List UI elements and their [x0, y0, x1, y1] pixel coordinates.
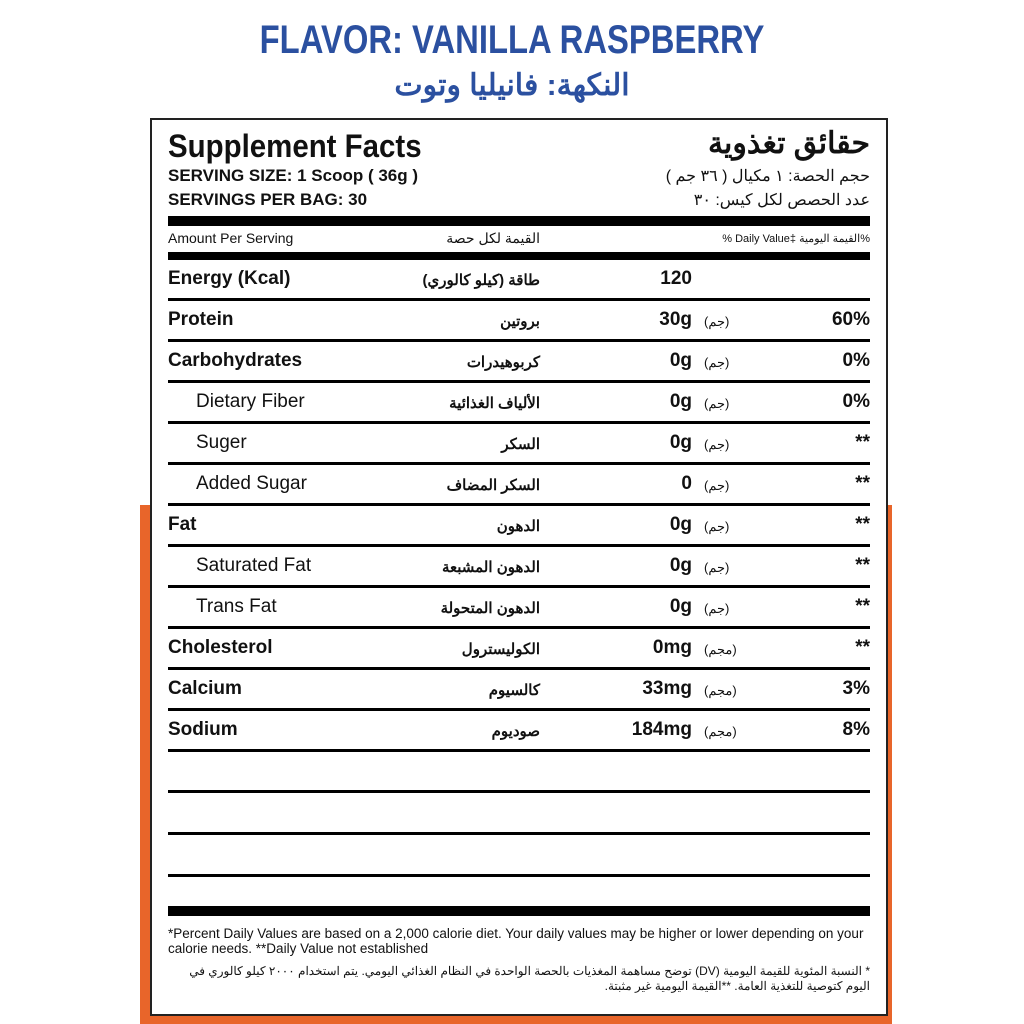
nutrient-name: Calcium — [168, 678, 242, 699]
nutrient-unit: (مجم) — [704, 642, 737, 657]
nutrient-row — [168, 383, 870, 424]
nutrient-name-arabic: السكر — [501, 436, 540, 453]
nutrient-amount: 0g — [669, 350, 692, 371]
nutrient-name-arabic: طاقة (كيلو كالوري) — [422, 272, 540, 289]
nutrient-name-arabic: الألياف الغذائية — [449, 395, 540, 412]
nutrient-name: Sodium — [168, 719, 238, 740]
nutrient-name: Added Sugar — [196, 473, 307, 494]
nutrient-amount: 0g — [669, 555, 692, 576]
nutrient-daily-value: 60% — [831, 309, 870, 330]
facts-title: Supplement Facts — [168, 128, 422, 164]
nutrient-amount: 0g — [669, 432, 692, 453]
nutrient-row — [168, 506, 870, 547]
empty-row — [168, 836, 870, 877]
nutrient-name: Trans Fat — [196, 596, 277, 617]
nutrient-unit: (جم) — [704, 314, 730, 329]
nutrient-amount: 33mg — [642, 678, 692, 699]
divider-thick — [168, 216, 870, 226]
nutrient-name-arabic: صوديوم — [491, 723, 540, 740]
nutrient-row — [168, 547, 870, 588]
facts-title-arabic: حقائق تغذوية — [707, 127, 870, 160]
nutrient-row — [168, 424, 870, 465]
nutrient-row — [168, 465, 870, 506]
footnotes — [168, 926, 870, 994]
nutrient-name-arabic: الدهون — [496, 518, 540, 535]
nutrient-unit: (مجم) — [704, 724, 737, 739]
supplement-facts-panel — [150, 118, 888, 1016]
nutrient-unit: (جم) — [704, 560, 730, 575]
nutrient-unit: (جم) — [704, 396, 730, 411]
divider-thick — [168, 252, 870, 260]
nutrient-name: Suger — [196, 432, 247, 453]
footnote: *Percent Daily Values are based on a 2,000 calorie diet. Your daily values may be higher or lower depending on your calorie needs. **Daily Value not established — [168, 926, 864, 956]
footnote-arabic: * النسبة المئوية للقيمة اليومية (DV) توضح مساهمة المغذيات بالحصة الواحدة في النظام الغذائي اليومي. يتم استخدام ٢٠٠٠ كيلو كالوري في اليوم كتوصية للتغذية العامة. **القيمة اليومية غير مثبتة. — [189, 964, 870, 993]
nutrient-daily-value: ** — [855, 637, 870, 658]
nutrient-name-arabic: الكوليسترول — [461, 641, 540, 658]
nutrient-unit: (جم) — [704, 355, 730, 370]
nutrient-amount: 0g — [669, 391, 692, 412]
servings-per-bag-arabic: عدد الحصص لكل كيس: ٣٠ — [693, 192, 870, 209]
nutrient-row — [168, 629, 870, 670]
divider-thick — [168, 906, 870, 916]
nutrient-name-arabic: الدهون المتحولة — [440, 600, 540, 617]
serving-size: SERVING SIZE: 1 Scoop ( 36g ) — [168, 166, 419, 185]
nutrient-name: Protein — [168, 309, 234, 330]
nutrient-amount: 30g — [659, 309, 692, 330]
nutrient-row — [168, 260, 870, 301]
nutrient-amount: 0g — [669, 514, 692, 535]
nutrient-daily-value: ** — [855, 432, 870, 453]
flavor-title: FLAVOR: VANILLA RASPBERRY — [259, 18, 765, 62]
nutrient-unit: (مجم) — [704, 683, 737, 698]
nutrient-daily-value: 0% — [842, 391, 870, 412]
nutrient-name: Fat — [168, 514, 197, 535]
daily-value-label: % Daily Value‡ القيمة اليومية% — [722, 233, 870, 245]
amount-per-serving: Amount Per Serving — [168, 230, 294, 246]
nutrient-unit: (جم) — [704, 478, 730, 493]
nutrient-unit: (جم) — [704, 437, 730, 452]
nutrient-name-arabic: كربوهيدرات — [466, 354, 540, 371]
nutrient-name: Carbohydrates — [168, 350, 303, 371]
nutrient-amount: 0mg — [652, 637, 692, 658]
nutrient-name-arabic: السكر المضاف — [446, 477, 540, 494]
nutrient-row — [168, 301, 870, 342]
empty-row — [168, 794, 870, 835]
flavor-title-arabic: النكهة: فانيليا وتوت — [394, 69, 630, 102]
nutrient-amount: 0 — [681, 473, 692, 494]
nutrient-daily-value: 0% — [842, 350, 870, 371]
nutrient-name-arabic: كالسيوم — [488, 682, 540, 699]
servings-per-bag: SERVINGS PER BAG: 30 — [168, 190, 368, 209]
nutrient-daily-value: ** — [855, 473, 870, 494]
nutrient-name: Saturated Fat — [196, 555, 312, 576]
nutrient-name: Dietary Fiber — [196, 391, 305, 412]
nutrient-amount: 184mg — [631, 719, 692, 740]
nutrient-name-arabic: الدهون المشبعة — [441, 559, 540, 576]
nutrient-row — [168, 588, 870, 629]
nutrient-amount: 120 — [660, 268, 692, 289]
nutrient-daily-value: ** — [855, 596, 870, 617]
nutrient-name-arabic: بروتين — [500, 313, 540, 330]
nutrient-unit: (جم) — [704, 519, 730, 534]
nutrient-name: Energy (Kcal) — [168, 268, 291, 289]
empty-row — [168, 752, 870, 793]
nutrient-name: Cholesterol — [168, 637, 273, 658]
nutrient-daily-value: 3% — [842, 678, 870, 699]
nutrient-unit: (جم) — [704, 601, 730, 616]
amount-per-serving-arabic: القيمة لكل حصة — [446, 230, 540, 246]
nutrient-daily-value: ** — [855, 514, 870, 535]
nutrient-row — [168, 711, 870, 752]
nutrient-amount: 0g — [669, 596, 692, 617]
nutrient-daily-value: 8% — [842, 719, 870, 740]
serving-size-arabic: حجم الحصة: ١ مكيال ( ٣٦ جم ) — [665, 168, 870, 185]
amount-header — [168, 230, 870, 250]
nutrient-row — [168, 670, 870, 711]
nutrient-row — [168, 342, 870, 383]
nutrient-daily-value: ** — [855, 555, 870, 576]
